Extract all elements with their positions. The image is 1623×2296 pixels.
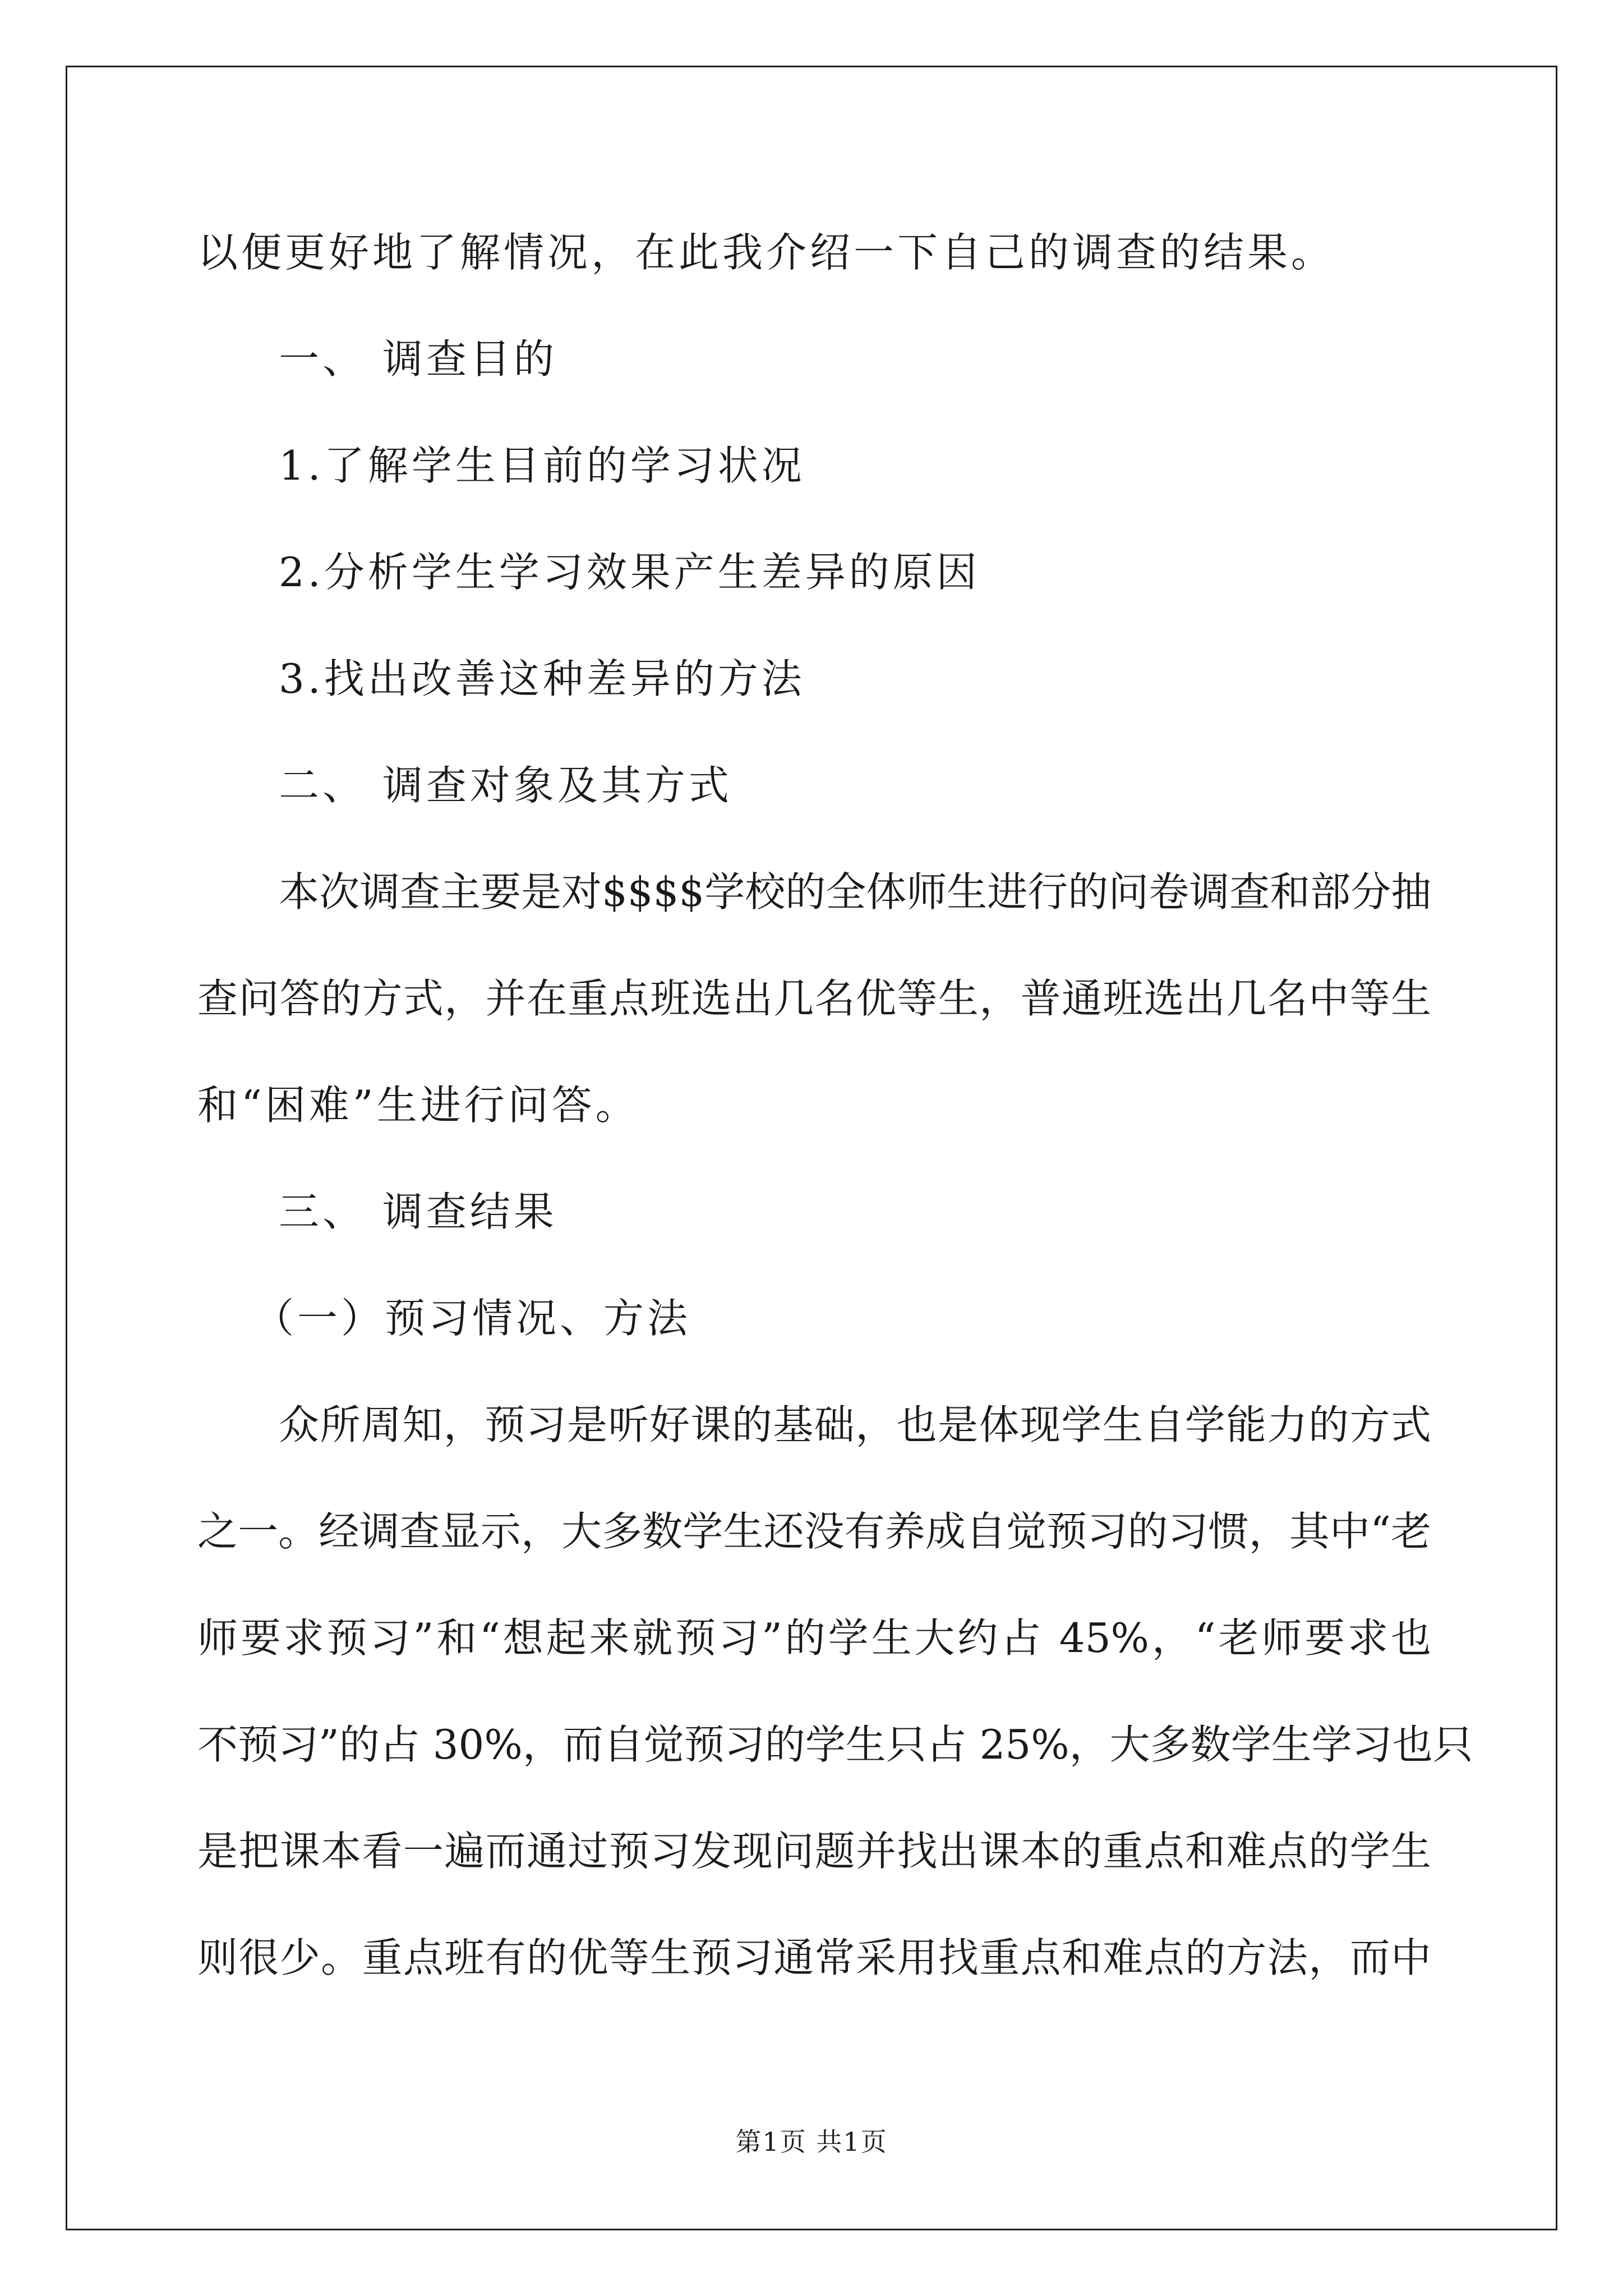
- list-item-2: 2.分析学生学习效果产生差异的原因: [279, 549, 980, 596]
- paragraph-line: 是把课本看一遍而通过预习发现问题并找出课本的重点和难点的学生: [197, 1828, 1431, 1875]
- paragraph-line: 师要求预习”和“想起来就预习”的学生大约占 45%，“老师要求也: [197, 1614, 1431, 1662]
- paragraph-line: 和“困难”生进行问答。: [197, 1082, 639, 1129]
- paragraph-line: 本次调查主要是对$$$$学校的全体师生进行的问卷调查和部分抽: [279, 868, 1432, 915]
- paragraph-line: 之一。经调查显示，大多数学生还没有养成自觉预习的习惯，其中“老: [197, 1508, 1431, 1555]
- list-item-1: 1.了解学生目前的学习状况: [279, 442, 805, 489]
- subsection-heading: （一）预习情况、方法: [253, 1295, 691, 1342]
- paragraph-line: 以便更好地了解情况，在此我介绍一下自己的调查的结果。: [197, 229, 1335, 276]
- document-body: [197, 199, 1473, 2011]
- paragraph-line: 众所周知，预习是听好课的基础，也是体现学生自学能力的方式: [279, 1401, 1431, 1448]
- section-heading-1: 一、 调查目的: [279, 335, 557, 383]
- section-heading-3: 三、 调查结果: [279, 1188, 557, 1235]
- paragraph-line: 不预习”的占 30%，而自觉预习的学生只占 25%，大多数学生学习也只: [197, 1721, 1473, 1768]
- paragraph-line: 查问答的方式，并在重点班选出几名优等生，普通班选出几名中等生: [197, 975, 1431, 1022]
- page-footer: 第1页 共1页: [735, 2127, 888, 2157]
- list-item-3: 3.找出改善这种差异的方法: [279, 655, 805, 702]
- paragraph-line: 则很少。重点班有的优等生预习通常采用找重点和难点的方法，而中: [197, 1934, 1431, 1981]
- section-heading-2: 二、 调查对象及其方式: [279, 762, 732, 809]
